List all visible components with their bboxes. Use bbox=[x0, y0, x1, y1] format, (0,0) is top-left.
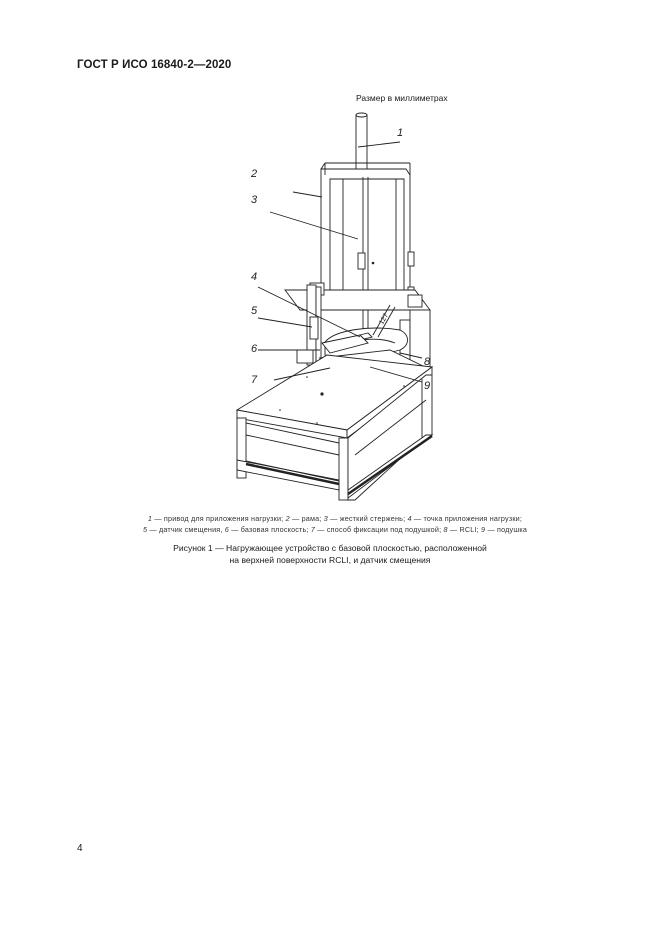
callout-7: 7 bbox=[251, 374, 258, 386]
legend-text: — рама; bbox=[289, 514, 324, 523]
legend-num: 4 bbox=[407, 514, 412, 523]
legend-num: 9 bbox=[481, 525, 486, 534]
callout-3: 3 bbox=[251, 194, 258, 206]
callout-8: 8 bbox=[424, 356, 431, 368]
legend-text: — точка приложения нагрузки; bbox=[411, 514, 523, 523]
legend-num: 3 bbox=[323, 514, 328, 523]
legend-num: 6 bbox=[224, 525, 229, 534]
legend-num: 2 bbox=[285, 514, 290, 523]
legend-text: — RCLI; bbox=[447, 525, 482, 534]
dimension-label: 127 bbox=[378, 312, 391, 326]
callout-6: 6 bbox=[251, 343, 258, 355]
callout-9: 9 bbox=[424, 380, 431, 392]
legend-text: — способ фиксации под подушкой; bbox=[315, 525, 444, 534]
legend-text: — датчик смещения, bbox=[147, 525, 225, 534]
legend-text: — жесткий стержень; bbox=[327, 514, 408, 523]
legend-num: 1 bbox=[147, 514, 153, 523]
frame bbox=[321, 169, 410, 310]
legend-text: — привод для приложения нагрузки; bbox=[152, 514, 286, 523]
legend-num: 5 bbox=[142, 525, 148, 534]
figure-legend bbox=[100, 513, 570, 535]
legend-line-1 bbox=[100, 513, 570, 524]
page-number: 4 bbox=[77, 843, 83, 854]
callout-4: 4 bbox=[251, 271, 258, 283]
legend-num: 8 bbox=[443, 525, 448, 534]
caption-line-2: на верхней поверхности RCLI, и датчик смещения bbox=[229, 555, 431, 565]
legend-text: — базовая плоскость; bbox=[229, 525, 311, 534]
units-note: Размер в миллиметрах bbox=[356, 93, 448, 103]
legend-line-2 bbox=[100, 524, 570, 535]
callout-5: 5 bbox=[251, 305, 258, 317]
loading-device-illustration bbox=[200, 105, 490, 505]
document-header: ГОСТ Р ИСО 16840-2—2020 bbox=[77, 59, 232, 71]
caption-line-1: Рисунок 1 — Нагружающее устройство с базовой плоскостью, расположенной bbox=[173, 543, 487, 553]
callout-2: 2 bbox=[251, 168, 258, 180]
legend-num: 7 bbox=[310, 525, 316, 534]
figure-caption bbox=[120, 542, 540, 566]
legend-text: — подушка bbox=[485, 525, 528, 534]
callout-1: 1 bbox=[397, 127, 404, 139]
technical-drawing bbox=[200, 105, 490, 505]
